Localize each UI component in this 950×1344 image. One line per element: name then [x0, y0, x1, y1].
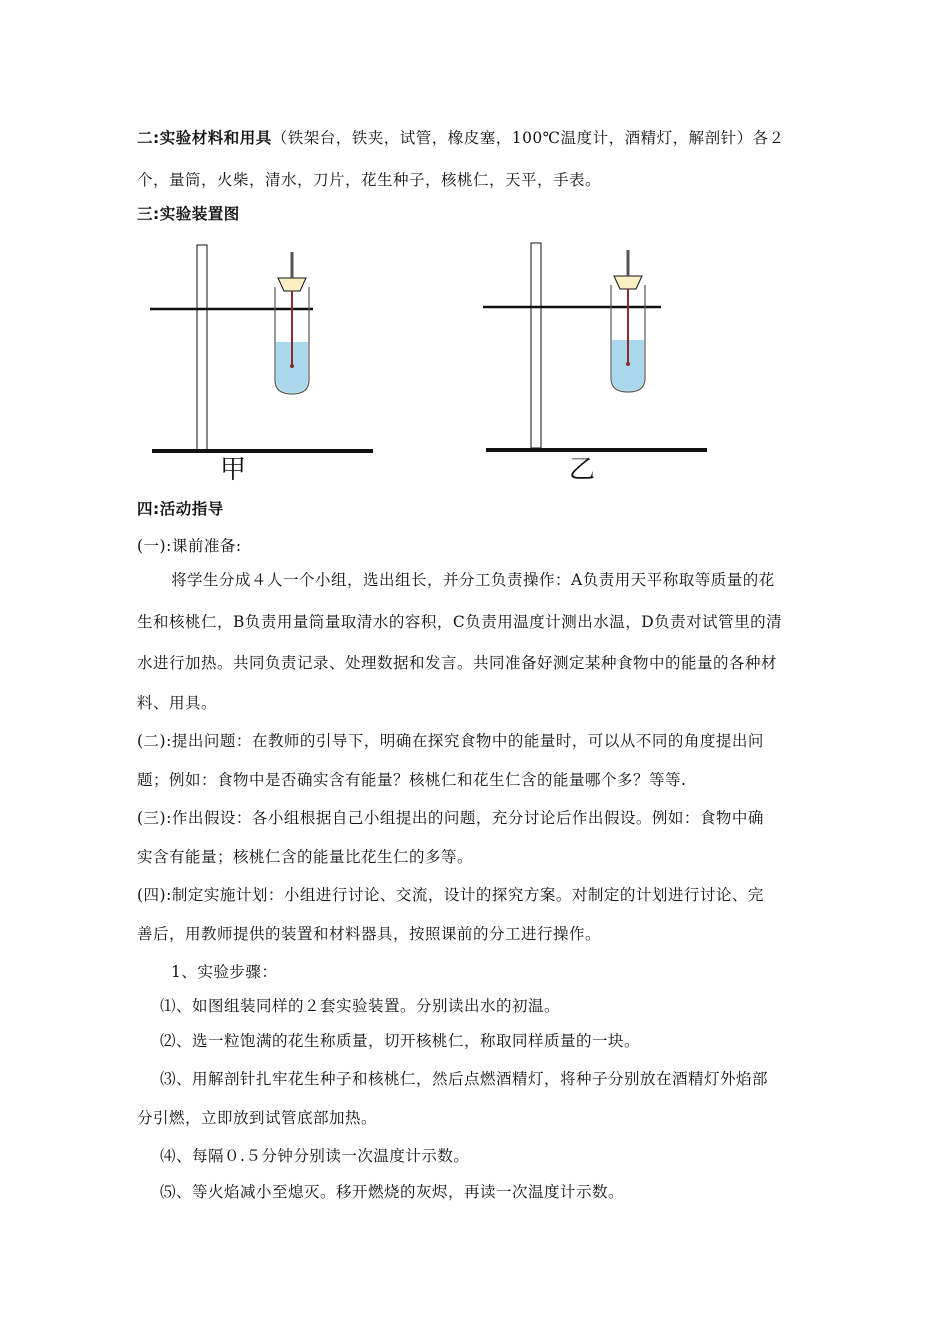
step-item: ⑶、用解剖针扎牢花生种子和核桃仁，然后点燃酒精灯，将种子分别放在酒精灯外焰部: [160, 1070, 769, 1088]
step-item: ⑵、选一粒饱满的花生称质量，切开核桃仁，称取同样质量的一块。: [160, 1032, 641, 1050]
rubber-stopper-right: [614, 276, 642, 289]
materials-heading: 二:实验材料和用具: [137, 129, 272, 147]
steps-title: 1、实验步骤：: [171, 963, 278, 981]
apparatus-diagram: [145, 240, 715, 485]
part1-title: (一):课前准备:: [137, 537, 242, 555]
part3-line: (三):作出假设：各小组根据自己小组提出的问题，充分讨论后作出假设。例如：食物中确: [137, 809, 764, 827]
part2-line: 题；例如：食物中是否确实含有能量？核桃仁和花生仁含的能量哪个多？等等.: [137, 771, 687, 789]
part1-line: 将学生分成４人一个小组，选出组长，并分工负责操作：A负责用天平称取等质量的花: [171, 571, 775, 589]
step-item: ⑷、每隔０.５分钟分别读一次温度计示数。: [160, 1147, 470, 1165]
activity-heading: 四:活动指导: [137, 500, 224, 518]
label-jia: 甲: [220, 455, 247, 485]
part4-line: (四):制定实施计划：小组进行讨论、交流，设计的探究方案。对制定的计划进行讨论、完: [137, 886, 764, 904]
part2-line: (二):提出问题：在教师的引导下，明确在探究食物中的能量时，可以从不同的角度提出问: [137, 732, 764, 750]
apparatus-heading: 三:实验装置图: [137, 205, 240, 223]
materials-line-2: 个，量筒，火柴，清水，刀片，花生种子，核桃仁，天平，手表。: [137, 171, 602, 189]
label-yi: 乙: [569, 455, 596, 485]
apparatus-left: [150, 245, 373, 485]
part1-line: 料、用具。: [137, 694, 218, 712]
stand-rod-right: [531, 243, 541, 448]
part1-line: 水进行加热。共同负责记录、处理数据和发言。共同准备好测定某种食物中的能量的各种材: [137, 654, 778, 672]
step-item: ⑸、等火焰减小至熄灭。移开燃烧的灰烬，再读一次温度计示数。: [160, 1183, 625, 1201]
part1-line: 生和核桃仁，B负责用量筒量取清水的容积，C负责用温度计测出水温，D负责对试管里的清: [137, 613, 783, 631]
part4-line: 善后，用教师提供的装置和材料器具，按照课前的分工进行操作。: [137, 925, 602, 943]
part3-line: 实含有能量；核桃仁含的能量比花生仁的多等。: [137, 848, 474, 866]
step-item: 分引燃，立即放到试管底部加热。: [137, 1109, 378, 1127]
stand-rod-left: [197, 245, 207, 450]
materials-list-part1: （铁架台，铁夹，试管，橡皮塞，100℃温度计，酒精灯，解剖针）各２: [271, 129, 785, 147]
apparatus-right: [483, 243, 707, 485]
rubber-stopper-left: [278, 278, 306, 291]
materials-line-1: [137, 127, 785, 149]
step-item: ⑴、如图组装同样的２套实验装置。分别读出水的初温。: [160, 997, 561, 1015]
